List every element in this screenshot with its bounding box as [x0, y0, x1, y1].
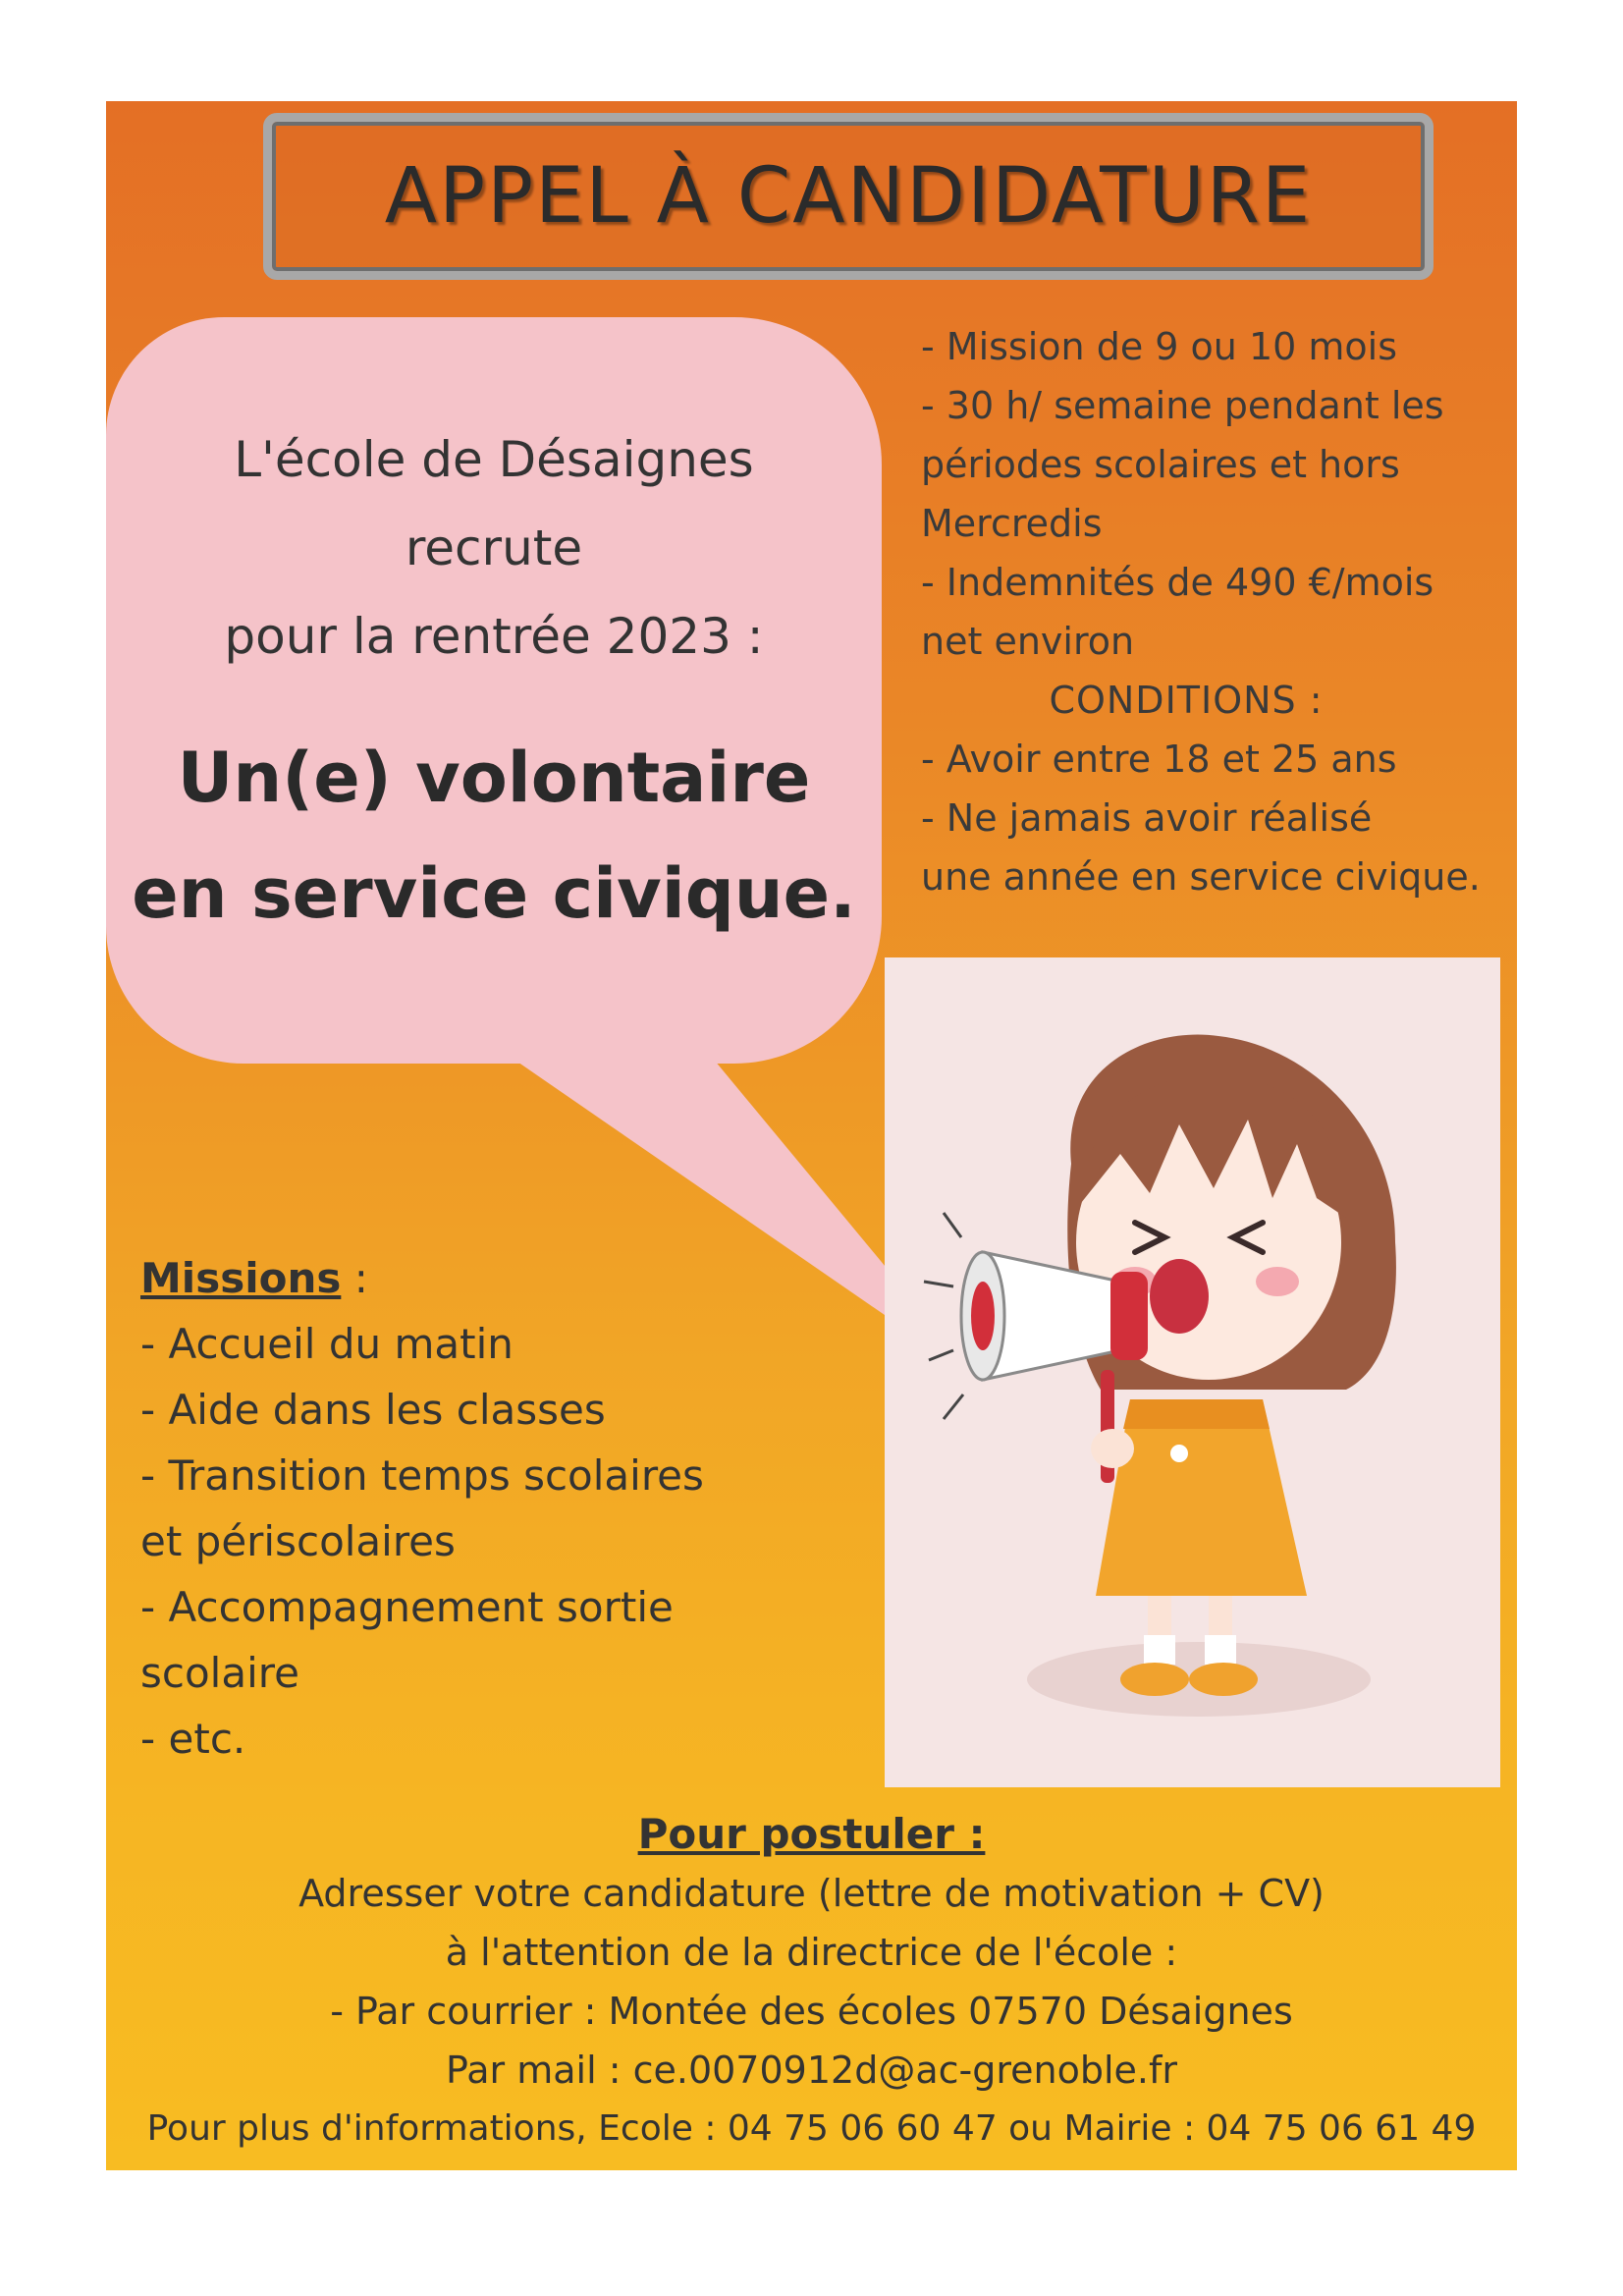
apply-email[interactable]: Par mail : ce.0070912d@ac-grenoble.fr [446, 2049, 1177, 2092]
condition-line: une année en service civique. [921, 855, 1481, 899]
bubble-line-1: L'école de Désaignes [234, 431, 754, 488]
bubble-highlight-2: en service civique. [132, 853, 856, 934]
condition-line: - Avoir entre 18 et 25 ans [921, 738, 1397, 781]
apply-line: Adresser votre candidature (lettre de motivation + CV) [298, 1872, 1325, 1915]
apply-line: - Par courrier : Montée des écoles 07570 Désaignes [330, 1990, 1293, 2033]
apply-title: Pour postuler : [637, 1810, 986, 1858]
mission-info [921, 317, 1510, 906]
mission-item: et périscolaires [140, 1517, 456, 1565]
info-line: - Indemnités de 490 €/mois [921, 561, 1434, 604]
mission-item: - Accompagnement sortie [140, 1583, 674, 1631]
conditions-title: CONDITIONS : [1049, 679, 1324, 722]
missions-title: Missions [140, 1254, 342, 1302]
girl-megaphone-illustration [885, 957, 1500, 1787]
mission-item: - etc. [140, 1715, 246, 1763]
missions-section [140, 1245, 828, 1772]
missions-title-suffix: : [341, 1254, 368, 1302]
page-title: APPEL À CANDIDATURE [384, 152, 1313, 241]
info-line: net environ [921, 620, 1135, 663]
speech-bubble [106, 317, 882, 1064]
info-line: - 30 h/ semaine pendant les [921, 384, 1444, 427]
apply-line: à l'attention de la directrice de l'école : [445, 1931, 1178, 1974]
mission-item: - Accueil du matin [140, 1320, 514, 1368]
apply-section [106, 1805, 1517, 2159]
mission-item: - Aide dans les classes [140, 1386, 606, 1434]
poster [106, 101, 1517, 2170]
condition-line: - Ne jamais avoir réalisé [921, 796, 1373, 840]
info-line: - Mission de 9 ou 10 mois [921, 325, 1398, 368]
info-line: Mercredis [921, 502, 1103, 545]
bubble-highlight-1: Un(e) volontaire [177, 738, 811, 818]
bubble-line-2: recrute [405, 519, 583, 576]
info-line: périodes scolaires et hors [921, 443, 1400, 486]
mission-item: - Transition temps scolaires [140, 1451, 704, 1500]
mission-item: scolaire [140, 1649, 299, 1697]
bubble-line-3: pour la rentrée 2023 : [224, 608, 764, 665]
contact-info: Pour plus d'informations, Ecole : 04 75 06 60 47 ou Mairie : 04 75 06 61 49 [146, 2108, 1477, 2149]
